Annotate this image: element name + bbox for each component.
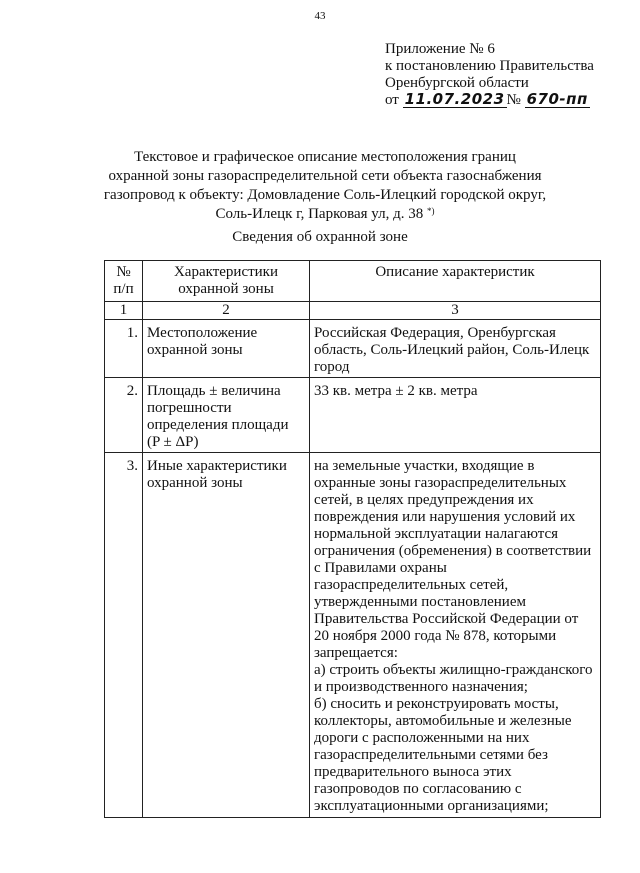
title-line-4-text: Соль-Илецк г, Парковая ул, д. 38	[215, 206, 424, 222]
title-line-1: Текстовое и графическое описание местоположения границ	[134, 149, 516, 165]
header-num: № п/п	[105, 261, 143, 302]
appendix-date-line	[385, 92, 594, 109]
appendix-line-3: Оренбургской области	[385, 75, 529, 91]
zone-info-table	[104, 260, 601, 818]
table-row	[105, 378, 601, 453]
handwritten-date: 11.07.2023	[404, 90, 505, 108]
row-number: 2.	[105, 378, 143, 453]
date-prefix: от	[385, 92, 399, 108]
column-number: 1	[105, 302, 143, 320]
row-characteristic: Площадь ± величина погрешности определения площади (P ± ΔP)	[143, 378, 310, 453]
row-characteristic: Иные характеристики охранной зоны	[143, 453, 310, 818]
row-description: Российская Федерация, Оренбургская область, Соль-Илецкий район, Соль-Илецк город	[310, 320, 601, 378]
table-header-row	[105, 261, 601, 302]
column-number: 3	[310, 302, 601, 320]
row-characteristic: Местоположение охранной зоны	[143, 320, 310, 378]
row-number: 3.	[105, 453, 143, 818]
title-line-2: охранной зоны газораспределительной сети объекта газоснабжения	[108, 168, 542, 184]
table-row	[105, 320, 601, 378]
row-description	[310, 453, 601, 818]
column-number-row	[105, 302, 601, 320]
description-item-a: а) строить объекты жилищно-гражданского и производственного назначения;	[314, 662, 593, 695]
appendix-line-2: к постановлению Правительства	[385, 58, 594, 74]
description-item-b: б) сносить и реконструировать мосты, коллекторы, автомобильные и железные дороги с расположенными на них газораспределительными сетями без предварительного выноса этих газопроводов по согласованию с эксплуатационными организациями;	[314, 696, 572, 814]
number-sign: №	[506, 92, 521, 108]
appendix-line-1: Приложение № 6	[385, 41, 495, 57]
section-subtitle: Сведения об охранной зоне	[232, 229, 408, 245]
header-characteristic: Характеристики охранной зоны	[143, 261, 310, 302]
appendix-header	[385, 41, 594, 109]
title-line-4	[60, 205, 590, 224]
footnote-mark: *)	[427, 206, 435, 216]
title-line-3: газопровод к объекту: Домовладение Соль-Илецкий городской округ,	[103, 187, 547, 203]
table-row	[105, 453, 601, 818]
column-number: 2	[143, 302, 310, 320]
row-number: 1.	[105, 320, 143, 378]
description-paragraph: на земельные участки, входящие в охранные зоны газораспределительных сетей, в целях предупреждения их повреждения или нарушения условий их нормальной эксплуатации налагаются ограничения (обременения) в соответствии с Правилами охраны газораспределительных сетей, утвержденными постановлением Правительства Российской Федерации от 20 ноября 2000 года № 878, которыми запрещается:	[314, 458, 592, 661]
row-description: 33 кв. метра ± 2 кв. метра	[310, 378, 601, 453]
document-title	[60, 148, 590, 224]
page-number: 43	[314, 10, 326, 22]
handwritten-number: 670-пп	[526, 90, 588, 108]
header-description: Описание характеристик	[310, 261, 601, 302]
